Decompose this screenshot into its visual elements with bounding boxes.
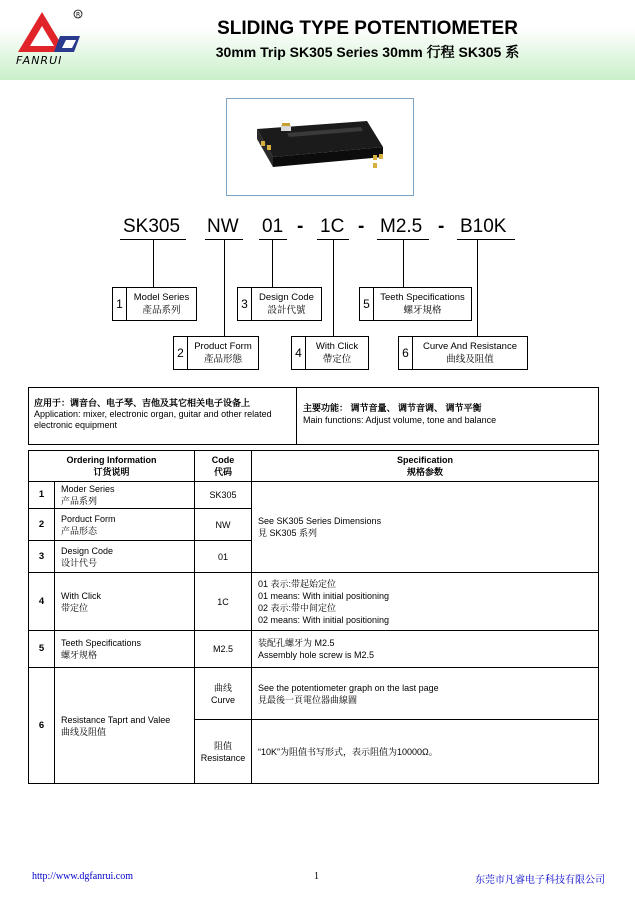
header-band: [0, 0, 635, 80]
spec-dimensions: See SK305 Series Dimensions 見 SK305 系列: [252, 482, 599, 573]
header-ordering-info: Ordering Information 订货说明: [29, 451, 195, 482]
table-row: 5 Teeth Specifications 螺牙规格 M2.5 装配孔螺牙为 M2.5 Assembly hole screw is M2.5: [29, 631, 599, 668]
page-title: SLIDING TYPE POTENTIOMETER: [217, 18, 518, 39]
connector-line: [333, 240, 334, 340]
header-specification: Specification 规格参数: [252, 451, 599, 482]
functions-section: [297, 388, 598, 444]
application-title: 应用于：调音台、电子琴、吉他及其它相关电子设备上: [34, 398, 251, 408]
connector-line: [477, 240, 478, 340]
header-code: Code 代码: [195, 451, 252, 482]
page-subtitle: 30mm Trip SK305 Series 30mm 行程 SK305 系: [215, 44, 520, 60]
resistance-code: 阻值 Resistance: [195, 720, 252, 784]
potentiometer-illustration: [227, 99, 413, 195]
footer-url-link[interactable]: http://www.dgfanrui.com: [32, 871, 134, 882]
table-row: 2 Porduct Form 产品形态 NW: [29, 509, 599, 541]
connector-line: [403, 240, 404, 288]
table-row: 4 With Click 带定位 1C 01 表示:带起始定位 01 means: With initial positioning 02 表示:带中间定位 02 means: With initial positioning: [29, 573, 599, 631]
code-underline: [259, 239, 287, 240]
code-segment-design: 01: [262, 216, 284, 237]
code-segment-teeth: M2.5: [380, 216, 423, 237]
application-box: [28, 387, 599, 445]
svg-text:R: R: [76, 11, 81, 19]
spec-curve: See the potentiometer graph on the last page 見最後一頁電位器曲線圖: [252, 668, 599, 720]
label-curve-resistance: 6 Curve And Resistance 曲线及阻值: [398, 336, 528, 370]
logo-text: FANRUI: [16, 54, 63, 67]
table-row: 1 Moder Series 产品系列 SK305 See SK305 Series Dimensions 見 SK305 系列: [29, 482, 599, 509]
spec-click: 01 表示:带起始定位 01 means: With initial positioning 02 表示:带中间定位 02 means: With initial positioning: [252, 573, 599, 631]
label-teeth-specifications: 5 Teeth Specifications 螺牙規格: [359, 287, 472, 321]
table-row: 3 Design Code 设计代号 01: [29, 541, 599, 573]
footer-company: 东莞市凡睿电子科技有限公司: [475, 875, 605, 886]
spec-resistance: “10K”为阻值书写形式，表示阻值为10000Ω。: [252, 720, 599, 784]
spec-teeth: 装配孔螺牙为 M2.5 Assembly hole screw is M2.5: [252, 631, 599, 668]
code-segment-click: 1C: [320, 216, 345, 237]
code-segment-form: NW: [207, 216, 239, 237]
application-text: Application: mixer, electronic organ, guitar and other related electronic equipment: [34, 409, 272, 430]
label-with-click: 4 With Click 帶定位: [291, 336, 369, 370]
connector-line: [153, 240, 154, 288]
connector-line: [224, 240, 225, 340]
table-row: 6 Resistance Taprt and Valee 曲线及阻值 曲线 Curve See the potentiometer graph on the last page 見最後一頁電位器曲線圖: [29, 668, 599, 720]
code-dash: -: [358, 216, 365, 237]
spec-table: [28, 450, 599, 784]
code-segment-series: SK305: [123, 216, 181, 237]
code-segment-curve: B10K: [460, 216, 507, 237]
label-product-form: 2 Product Form 產品形態: [173, 336, 259, 370]
product-image: [226, 98, 414, 196]
code-dash: -: [438, 216, 445, 237]
table-header-row: [29, 451, 599, 482]
code-underline: [457, 239, 515, 240]
functions-text: Main functions: Adjust volume, tone and balance: [303, 415, 497, 425]
footer-page-number: 1: [314, 871, 319, 882]
functions-title: 主要功能： 调节音量、 调节音调、 调节平衡: [303, 403, 482, 413]
code-dash: -: [297, 216, 304, 237]
label-design-code: 3 Design Code 設計代號: [237, 287, 322, 321]
connector-line: [272, 240, 273, 288]
application-section: [29, 388, 297, 444]
curve-code: 曲线 Curve: [195, 668, 252, 720]
label-model-series: 1 Model Series 產品系列: [112, 287, 197, 321]
